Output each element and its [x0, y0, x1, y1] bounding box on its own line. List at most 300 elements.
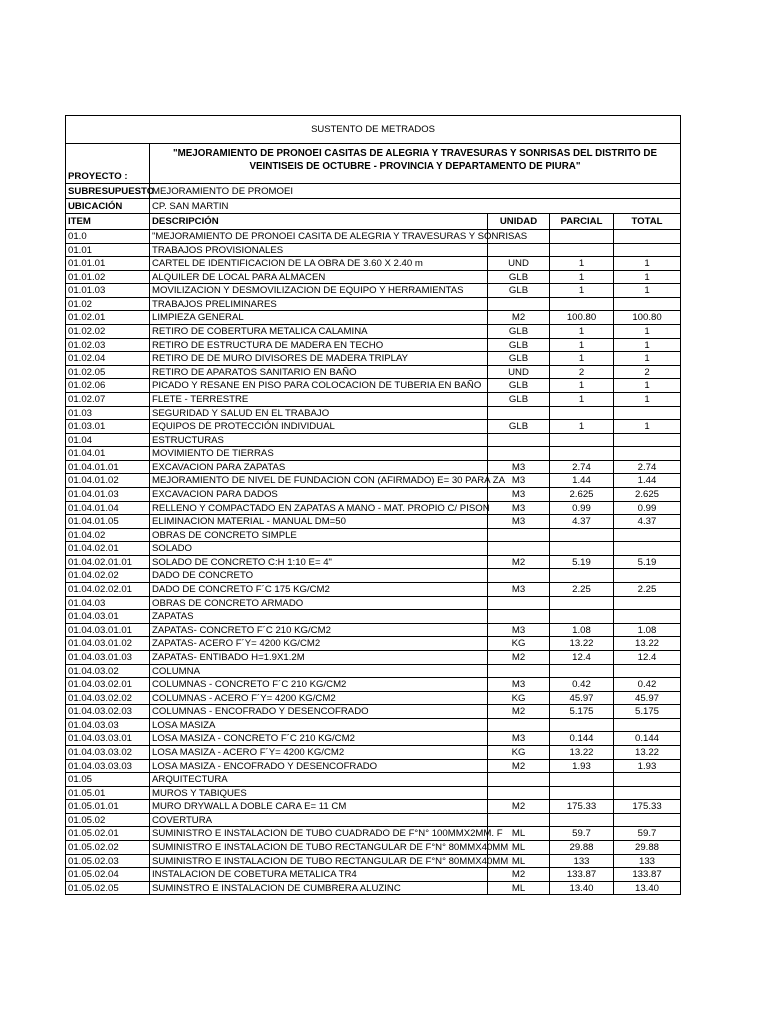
- cell-descripcion: ZAPATAS- CONCRETO F´C 210 KG/CM2: [150, 624, 488, 637]
- table-row: [66, 787, 680, 801]
- cell-parcial: 1: [550, 393, 614, 406]
- cell-unidad: KG: [488, 746, 550, 759]
- cell-parcial: 1: [550, 379, 614, 392]
- cell-item: 01.04.03.03: [66, 719, 150, 732]
- cell-item: 01.05.02.01: [66, 827, 150, 840]
- cell-unidad: [488, 244, 550, 257]
- cell-unidad: [488, 434, 550, 447]
- cell-item: 01.04.03.01.03: [66, 651, 150, 664]
- table-row: [66, 230, 680, 244]
- table-header: [66, 214, 680, 230]
- table-row: [66, 284, 680, 298]
- cell-unidad: M2: [488, 705, 550, 718]
- cell-parcial: 13.40: [550, 882, 614, 895]
- table-row: [66, 814, 680, 828]
- cell-parcial: 5.19: [550, 556, 614, 569]
- cell-item: 01.05.02.04: [66, 868, 150, 881]
- table-row: [66, 760, 680, 774]
- cell-unidad: [488, 814, 550, 827]
- cell-descripcion: "MEJORAMIENTO DE PRONOEI CASITA DE ALEGRIA Y TRAVESURAS Y SONRISAS: [152, 231, 528, 242]
- cell-item: 01.04.01.05: [66, 515, 150, 528]
- cell-descripcion: COLUMNAS - ACERO F´Y= 4200 KG/CM2: [150, 692, 488, 705]
- proyecto-row: [66, 144, 680, 184]
- table-row: [66, 841, 680, 855]
- cell-parcial: 5.175: [550, 705, 614, 718]
- cell-total: [614, 665, 680, 678]
- cell-total: 4.37: [637, 516, 657, 528]
- cell-item: 01.0: [66, 230, 150, 243]
- table-row: [66, 583, 680, 597]
- cell-parcial: [550, 569, 614, 582]
- cell-total: [614, 773, 680, 786]
- cell-item: 01.04.02.01.01: [66, 556, 150, 569]
- cell-descripcion: OBRAS DE CONCRETO SIMPLE: [150, 529, 488, 542]
- cell-parcial: [550, 597, 614, 610]
- cell-descripcion: INSTALACION DE COBETURA METALICA TR4: [150, 868, 488, 881]
- cell-total: 1: [644, 258, 650, 270]
- cell-unidad: [488, 773, 550, 786]
- cell-unidad: M3: [488, 624, 550, 637]
- cell-item: 01.04.03.02.02: [66, 692, 150, 705]
- cell-descripcion: PICADO Y RESANE EN PISO PARA COLOCACION DE TUBERIA EN BAÑO: [150, 379, 488, 392]
- cell-unidad: KG: [488, 637, 550, 650]
- cell-total: 1: [644, 380, 650, 392]
- cell-parcial: 1: [550, 420, 614, 433]
- cell-unidad: [488, 610, 550, 623]
- cell-total: 133.87: [632, 869, 662, 881]
- subpresupuesto-row: [66, 184, 680, 199]
- cell-unidad: M2: [488, 760, 550, 773]
- cell-descripcion: OBRAS DE CONCRETO ARMADO: [150, 597, 488, 610]
- table-row: [66, 420, 680, 434]
- cell-parcial: [550, 787, 614, 800]
- cell-total: [614, 298, 680, 311]
- cell-total: 5.175: [634, 706, 659, 718]
- table-row: [66, 474, 680, 488]
- cell-descripcion: DADO DE CONCRETO: [150, 569, 488, 582]
- cell-item: 01.02.03: [66, 339, 150, 352]
- table-body: [66, 230, 680, 895]
- cell-parcial: 100.80: [550, 311, 614, 324]
- cell-item: 01.05.02: [66, 814, 150, 827]
- cell-descripcion: MUROS Y TABIQUES: [150, 787, 488, 800]
- cell-unidad: [488, 542, 550, 555]
- cell-unidad: [488, 787, 550, 800]
- cell-item: 01.02.01: [66, 311, 150, 324]
- cell-total: [614, 529, 680, 542]
- cell-total: 175.33: [632, 801, 662, 813]
- cell-descripcion: ZAPATAS: [150, 610, 488, 623]
- cell-parcial: [550, 244, 614, 257]
- cell-descripcion: RETIRO DE ESTRUCTURA DE MADERA EN TECHO: [150, 339, 488, 352]
- cell-total: 2.625: [634, 488, 659, 500]
- table-row: [66, 732, 680, 746]
- cell-descripcion: LIMPIEZA GENERAL: [150, 311, 488, 324]
- cell-unidad: M2: [488, 651, 550, 664]
- cell-unidad: M3: [488, 515, 550, 528]
- table-row: [66, 271, 680, 285]
- header-parcial: PARCIAL: [550, 214, 614, 229]
- cell-item: 01.04.03.03.01: [66, 732, 150, 745]
- cell-total: 1: [644, 353, 650, 365]
- cell-parcial: 45.97: [550, 692, 614, 705]
- cell-unidad: KG: [488, 692, 550, 705]
- table-row: [66, 461, 680, 475]
- cell-descripcion: RETIRO DE DE MURO DIVISORES DE MADERA TRIPLAY: [150, 352, 488, 365]
- cell-item: 01.03: [66, 407, 150, 420]
- cell-descripcion: SUMINISTRO E INSTALACION DE TUBO CUADRADO DE F°N° 100MMX2MM. F: [152, 828, 503, 840]
- cell-item: 01.01: [66, 244, 150, 257]
- cell-item: 01.05.02.02: [66, 841, 150, 854]
- cell-total: 1.08: [637, 624, 657, 636]
- table-row: [66, 637, 680, 651]
- table-row: [66, 366, 680, 380]
- cell-parcial: 2.74: [550, 461, 614, 474]
- table-row: [66, 868, 680, 882]
- cell-unidad: GLB: [488, 393, 550, 406]
- cell-item: 01.04.03.01: [66, 610, 150, 623]
- table-row: [66, 298, 680, 312]
- cell-item: 01.04.01.01: [66, 461, 150, 474]
- cell-total: [614, 787, 680, 800]
- cell-total: [614, 542, 680, 555]
- cell-total: 0.42: [637, 679, 657, 691]
- cell-descripcion: ESTRUCTURAS: [150, 434, 488, 447]
- cell-parcial: [550, 610, 614, 623]
- cell-parcial: 1: [550, 325, 614, 338]
- table-row: [66, 393, 680, 407]
- cell-item: 01.04.03.01.02: [66, 637, 150, 650]
- table-row: [66, 556, 680, 570]
- cell-total: 2: [644, 366, 650, 378]
- table-row: [66, 407, 680, 421]
- table-row: [66, 569, 680, 583]
- cell-parcial: 2.625: [550, 488, 614, 501]
- cell-total: [614, 610, 680, 623]
- table-row: [66, 624, 680, 638]
- cell-item: 01.04.02.02: [66, 569, 150, 582]
- cell-unidad: [488, 407, 550, 420]
- cell-parcial: 0.42: [550, 678, 614, 691]
- cell-descripcion: FLETE - TERRESTRE: [150, 393, 488, 406]
- cell-total: 13.22: [634, 638, 659, 650]
- cell-item: 01.05: [66, 773, 150, 786]
- table-row: [66, 882, 680, 896]
- cell-descripcion: SUMINISTRO E INSTALACION DE TUBO RECTANGULAR DE F°N° 80MMX40MM: [152, 855, 509, 867]
- cell-total: 100.80: [632, 312, 662, 324]
- cell-parcial: 1.08: [550, 624, 614, 637]
- cell-total: 0.144: [634, 733, 659, 745]
- cell-descripcion: EXCAVACION PARA DADOS: [150, 488, 488, 501]
- cell-parcial: [550, 773, 614, 786]
- ubicacion-label: UBICACIÓN: [66, 199, 150, 213]
- cell-total: 2.25: [637, 584, 657, 596]
- cell-unidad: M2: [488, 311, 550, 324]
- cell-parcial: [550, 529, 614, 542]
- cell-parcial: [550, 434, 614, 447]
- cell-descripcion: COVERTURA: [150, 814, 488, 827]
- cell-total: 1.44: [637, 475, 657, 487]
- cell-unidad: ML: [488, 841, 550, 854]
- cell-descripcion: ARQUITECTURA: [150, 773, 488, 786]
- cell-descripcion: COLUMNAS - CONCRETO F´C 210 KG/CM2: [150, 678, 488, 691]
- cell-parcial: 0.99: [550, 502, 614, 515]
- metrados-sheet: [65, 115, 681, 895]
- cell-item: 01.04.02.02.01: [66, 583, 150, 596]
- cell-descripcion: LOSA MASIZA - ACERO F´Y= 4200 KG/CM2: [150, 746, 488, 759]
- cell-unidad: [488, 569, 550, 582]
- cell-total: 5.19: [637, 556, 657, 568]
- cell-unidad: M3: [488, 678, 550, 691]
- cell-item: 01.04.02.01: [66, 542, 150, 555]
- cell-descripcion: ZAPATAS- ACERO F´Y= 4200 KG/CM2: [150, 637, 488, 650]
- table-row: [66, 746, 680, 760]
- cell-unidad: M2: [488, 868, 550, 881]
- cell-item: 01.04.03: [66, 597, 150, 610]
- cell-total: [614, 814, 680, 827]
- cell-parcial: [550, 814, 614, 827]
- cell-total: 2.74: [637, 461, 657, 473]
- cell-parcial: [550, 230, 614, 243]
- ubicacion-value: CP. SAN MARTIN: [152, 201, 229, 212]
- cell-parcial: 175.33: [550, 800, 614, 813]
- cell-unidad: UND: [488, 366, 550, 379]
- table-row: [66, 352, 680, 366]
- cell-item: 01.01.01: [66, 257, 150, 270]
- cell-descripcion: RETIRO DE APARATOS SANITARIO EN BAÑO: [150, 366, 488, 379]
- cell-unidad: ML: [488, 855, 550, 868]
- cell-descripcion: MEJORAMIENTO DE NIVEL DE FUNDACION CON (AFIRMADO) E= 30 PARA ZA: [152, 475, 505, 487]
- cell-parcial: 0.144: [550, 732, 614, 745]
- table-row: [66, 665, 680, 679]
- cell-item: 01.05.01: [66, 787, 150, 800]
- cell-parcial: 29.88: [550, 841, 614, 854]
- table-row: [66, 827, 680, 841]
- cell-item: 01.04.03.02.03: [66, 705, 150, 718]
- table-row: [66, 311, 680, 325]
- cell-unidad: M2: [488, 556, 550, 569]
- cell-item: 01.02.05: [66, 366, 150, 379]
- cell-descripcion: RELLENO Y COMPACTADO EN ZAPATAS A MANO - MAT. PROPIO C/ PISON: [152, 502, 490, 514]
- table-row: [66, 434, 680, 448]
- table-row: [66, 705, 680, 719]
- cell-descripcion: DADO DE CONCRETO F´C 175 KG/CM2: [150, 583, 488, 596]
- cell-descripcion: COLUMNAS - ENCOFRADO Y DESENCOFRADO: [150, 705, 488, 718]
- proyecto-value: "MEJORAMIENTO DE PRONOEI CASITAS DE ALEGRIA Y TRAVESURAS Y SONRISAS DEL DISTRITO DE VEINTISEIS DE OCTUBRE - PROVINCIA Y DEPARTAMENTO DE PIURA": [172, 148, 658, 172]
- cell-descripcion: SOLADO: [150, 542, 488, 555]
- cell-unidad: M3: [488, 502, 550, 515]
- table-row: [66, 773, 680, 787]
- sheet-title: SUSTENTO DE METRADOS: [66, 116, 680, 144]
- table-row: [66, 339, 680, 353]
- table-row: [66, 610, 680, 624]
- cell-total: 12.4: [637, 651, 657, 663]
- cell-unidad: ML: [488, 827, 550, 840]
- cell-parcial: 133.87: [550, 868, 614, 881]
- cell-descripcion: SOLADO DE CONCRETO C:H 1:10 E= 4": [150, 556, 488, 569]
- cell-parcial: 4.37: [550, 515, 614, 528]
- cell-unidad: M3: [488, 732, 550, 745]
- cell-descripcion: MURO DRYWALL A DOBLE CARA E= 11 CM: [150, 800, 488, 813]
- cell-total: 1: [644, 393, 650, 405]
- table-row: [66, 597, 680, 611]
- cell-parcial: 2: [550, 366, 614, 379]
- cell-unidad: UND: [488, 257, 550, 270]
- cell-item: 01.04.03.03.03: [66, 760, 150, 773]
- table-row: [66, 800, 680, 814]
- cell-unidad: GLB: [488, 379, 550, 392]
- cell-item: 01.04.03.02.01: [66, 678, 150, 691]
- cell-total: [614, 597, 680, 610]
- cell-parcial: 13.22: [550, 746, 614, 759]
- cell-parcial: 1: [550, 284, 614, 297]
- cell-item: 01.04.01: [66, 447, 150, 460]
- cell-unidad: [488, 665, 550, 678]
- cell-unidad: GLB: [488, 325, 550, 338]
- header-unidad: UNIDAD: [488, 214, 550, 229]
- table-row: [66, 244, 680, 258]
- cell-parcial: 1: [550, 339, 614, 352]
- proyecto-label: PROYECTO :: [66, 144, 150, 183]
- cell-unidad: [488, 230, 550, 243]
- cell-unidad: GLB: [488, 420, 550, 433]
- cell-descripcion: TRABAJOS PRELIMINARES: [150, 298, 488, 311]
- cell-parcial: 1: [550, 352, 614, 365]
- cell-total: [614, 719, 680, 732]
- cell-unidad: GLB: [488, 271, 550, 284]
- cell-item: 01.03.01: [66, 420, 150, 433]
- table-row: [66, 678, 680, 692]
- cell-total: 1.93: [637, 760, 657, 772]
- cell-item: 01.02.02: [66, 325, 150, 338]
- cell-total: 1: [644, 285, 650, 297]
- cell-unidad: [488, 298, 550, 311]
- cell-descripcion: COLUMNA: [150, 665, 488, 678]
- cell-descripcion: EQUIPOS DE PROTECCIÓN INDIVIDUAL: [150, 420, 488, 433]
- cell-item: 01.02.06: [66, 379, 150, 392]
- cell-item: 01.05.01.01: [66, 800, 150, 813]
- cell-parcial: [550, 447, 614, 460]
- cell-descripcion: ELIMINACION MATERIAL - MANUAL DM=50: [150, 515, 488, 528]
- cell-item: 01.01.03: [66, 284, 150, 297]
- cell-unidad: [488, 597, 550, 610]
- table-row: [66, 651, 680, 665]
- cell-unidad: M3: [488, 488, 550, 501]
- cell-total: 1: [644, 421, 650, 433]
- table-row: [66, 529, 680, 543]
- cell-descripcion: SUMINISTRO E INSTALACION DE TUBO RECTANGULAR DE F°N° 80MMX40MM: [152, 842, 509, 854]
- cell-item: 01.02.07: [66, 393, 150, 406]
- subpresupuesto-label: SUBRESUPUESTO: [68, 186, 155, 197]
- table-row: [66, 542, 680, 556]
- ubicacion-row: [66, 199, 680, 214]
- cell-total: 13.40: [634, 882, 659, 894]
- cell-unidad: GLB: [488, 339, 550, 352]
- cell-item: 01.02: [66, 298, 150, 311]
- cell-unidad: GLB: [488, 284, 550, 297]
- cell-parcial: 133: [550, 855, 614, 868]
- cell-descripcion: SUMINSTRO E INSTALACION DE CUMBRERA ALUZINC: [150, 882, 488, 895]
- cell-parcial: [550, 542, 614, 555]
- cell-descripcion: LOSA MASIZA - ENCOFRADO Y DESENCOFRADO: [150, 760, 488, 773]
- cell-item: 01.04.03.02: [66, 665, 150, 678]
- cell-unidad: M2: [488, 800, 550, 813]
- table-row: [66, 257, 680, 271]
- cell-total: 133: [638, 855, 655, 867]
- cell-total: [614, 407, 680, 420]
- header-total: TOTAL: [631, 216, 663, 227]
- table-row: [66, 488, 680, 502]
- cell-total: 13.22: [634, 746, 659, 758]
- cell-unidad: ML: [488, 882, 550, 895]
- cell-descripcion: RETIRO DE COBERTURA METALICA CALAMINA: [150, 325, 488, 338]
- cell-item: 01.04.01.02: [66, 474, 150, 487]
- cell-item: 01.04.03.01.01: [66, 624, 150, 637]
- cell-total: 45.97: [634, 692, 659, 704]
- cell-parcial: 13.22: [550, 637, 614, 650]
- cell-unidad: [488, 719, 550, 732]
- cell-parcial: 12.4: [550, 651, 614, 664]
- cell-total: 1: [644, 339, 650, 351]
- table-row: [66, 515, 680, 529]
- table-row: [66, 692, 680, 706]
- cell-parcial: [550, 407, 614, 420]
- cell-descripcion: ZAPATAS- ENTIBADO H=1.9X1.2M: [150, 651, 488, 664]
- cell-total: [614, 244, 680, 257]
- cell-total: 29.88: [634, 842, 659, 854]
- cell-item: 01.04.01.04: [66, 502, 150, 515]
- cell-parcial: [550, 719, 614, 732]
- cell-item: 01.05.02.03: [66, 855, 150, 868]
- cell-parcial: 1.93: [550, 760, 614, 773]
- cell-parcial: 1: [550, 257, 614, 270]
- cell-parcial: [550, 665, 614, 678]
- cell-parcial: 1.44: [550, 474, 614, 487]
- cell-descripcion: EXCAVACION PARA ZAPATAS: [150, 461, 488, 474]
- cell-unidad: GLB: [488, 352, 550, 365]
- cell-total: [614, 447, 680, 460]
- cell-total: [614, 434, 680, 447]
- cell-item: 01.05.02.05: [66, 882, 150, 895]
- table-row: [66, 855, 680, 869]
- cell-total: [614, 569, 680, 582]
- cell-descripcion: LOSA MASIZA - CONCRETO F´C 210 KG/CM2: [150, 732, 488, 745]
- cell-total: 59.7: [637, 828, 657, 840]
- cell-item: 01.01.02: [66, 271, 150, 284]
- cell-item: 01.04.01.03: [66, 488, 150, 501]
- cell-parcial: 2.25: [550, 583, 614, 596]
- cell-total: 1: [644, 326, 650, 338]
- cell-total: [614, 230, 680, 243]
- cell-item: 01.04.03.03.02: [66, 746, 150, 759]
- cell-descripcion: TRABAJOS PROVISIONALES: [150, 244, 488, 257]
- table-row: [66, 502, 680, 516]
- cell-total: 0.99: [637, 502, 657, 514]
- cell-unidad: [488, 529, 550, 542]
- table-row: [66, 325, 680, 339]
- cell-descripcion: MOVIMIENTO DE TIERRAS: [150, 447, 488, 460]
- cell-unidad: M3: [488, 583, 550, 596]
- table-row: [66, 447, 680, 461]
- cell-descripcion: CARTEL DE IDENTIFICACION DE LA OBRA DE 3.60 X 2.40 m: [150, 257, 488, 270]
- cell-item: 01.04: [66, 434, 150, 447]
- cell-parcial: 59.7: [550, 827, 614, 840]
- cell-item: 01.02.04: [66, 352, 150, 365]
- cell-unidad: M3: [488, 461, 550, 474]
- cell-unidad: M3: [488, 474, 550, 487]
- header-descripcion: DESCRIPCIÓN: [150, 214, 488, 229]
- cell-descripcion: ALQUILER DE LOCAL PARA ALMACEN: [150, 271, 488, 284]
